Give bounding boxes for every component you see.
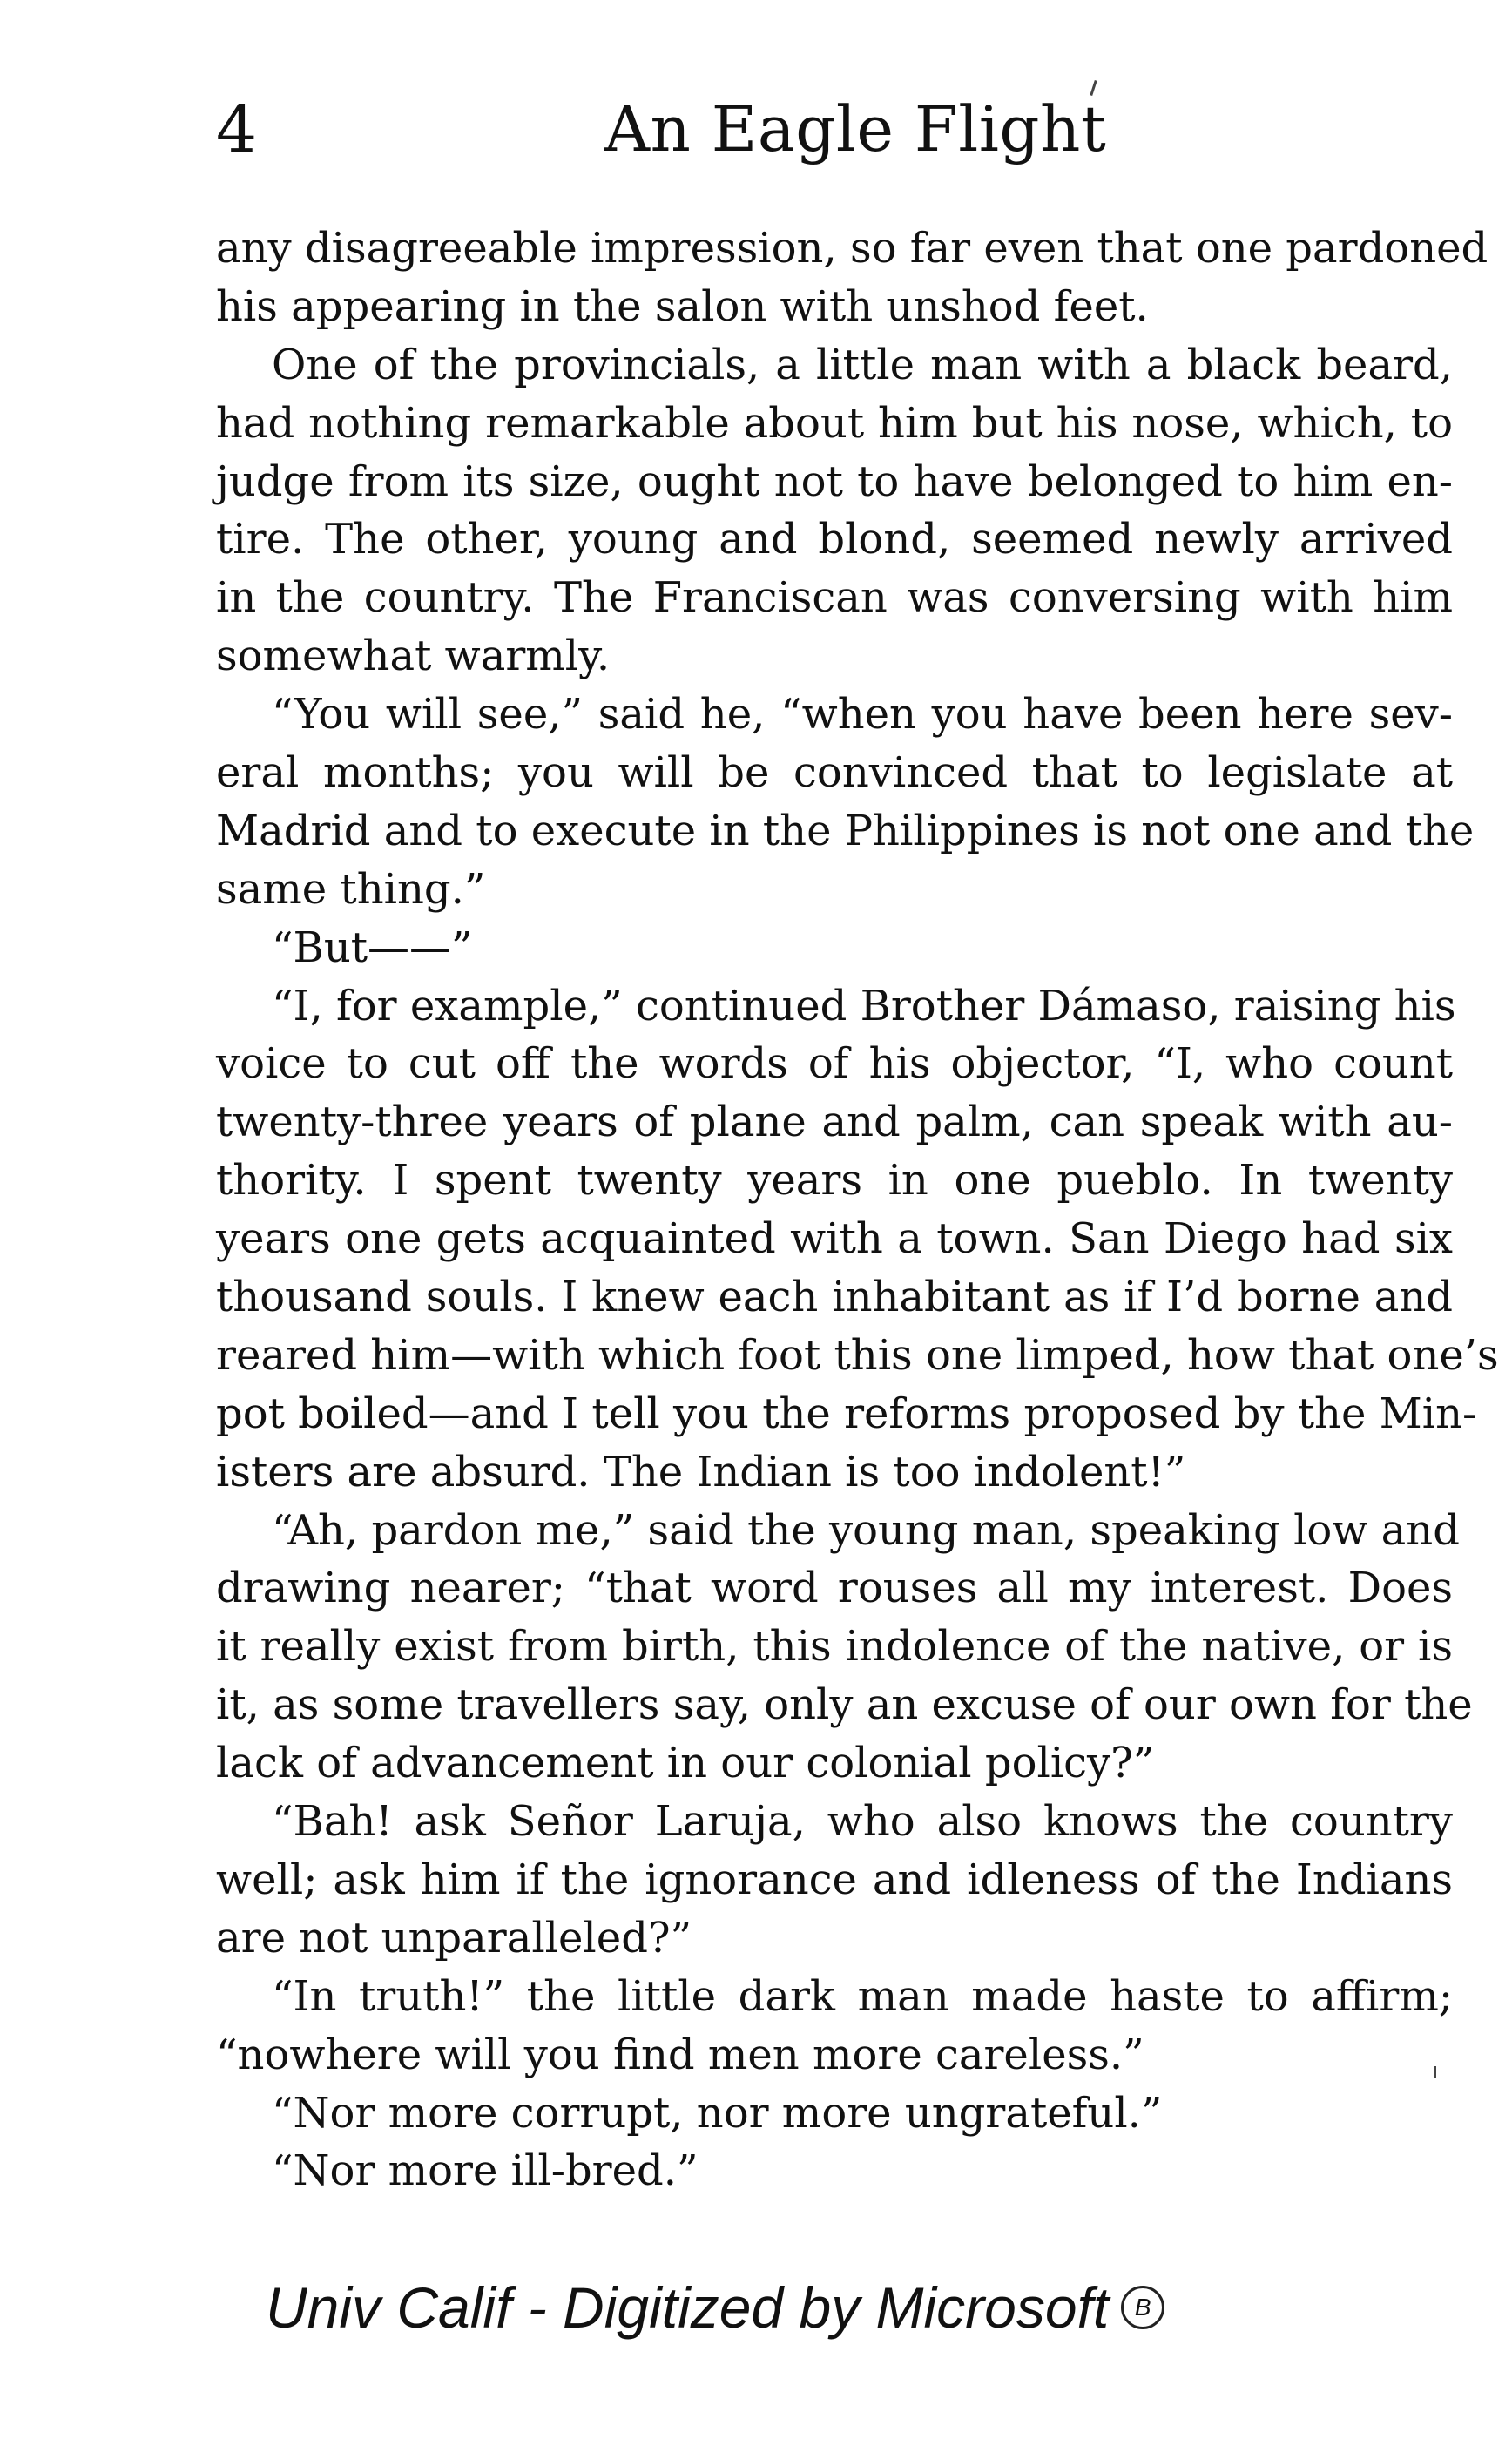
text-line: pot boiled—and I tell you the reforms proposed by the Min-	[216, 1389, 1477, 1438]
text-line: any disagreeable impression, so far even that one pardoned	[216, 224, 1488, 273]
text-line: voice to cut off the words of his objector, “I, who count	[216, 1039, 1453, 1089]
text-line: well; ask him if the ignorance and idleness of the Indians	[216, 1855, 1453, 1904]
text-line: “Ah, pardon me,” said the young man, speaking low and	[272, 1505, 1460, 1555]
text-line: drawing nearer; “that word rouses all my interest. Does	[216, 1564, 1453, 1613]
text-line: reared him—with which foot this one limped, how that one’s	[216, 1330, 1499, 1380]
text-line: “But——”	[272, 922, 473, 972]
text-line: had nothing remarkable about him but his nose, which, to	[216, 398, 1453, 448]
text-line: isters are absurd. The Indian is too indolent!”	[216, 1447, 1186, 1497]
text-line: “nowhere will you find men more careless.”	[216, 2030, 1144, 2079]
registered-stamp-icon: B	[1121, 2286, 1164, 2329]
text-line: “Bah! ask Señor Laruja, who also knows the country	[272, 1797, 1453, 1847]
text-line: “You will see,” said he, “when you have been here sev-	[272, 690, 1453, 740]
text-line: eral months; you will be convinced that to legislate at	[216, 748, 1453, 798]
watermark-text: Univ Calif - Digitized by Microsoft	[266, 2275, 1110, 2340]
text-line: it, as some travellers say, only an excuse of our own for the	[216, 1680, 1473, 1730]
text-line: judge from its size, ought not to have belonged to him en-	[216, 456, 1453, 506]
text-line: it really exist from birth, this indolence of the native, or is	[216, 1622, 1453, 1672]
text-line: thousand souls. I knew each inhabitant as if I’d borne and	[216, 1273, 1453, 1322]
text-line: thority. I spent twenty years in one pueblo. In twenty	[216, 1156, 1453, 1206]
page-number: 4	[216, 92, 258, 167]
text-line: “Nor more ill-bred.”	[272, 2146, 699, 2196]
digitization-watermark	[266, 2275, 1164, 2340]
text-line: “Nor more corrupt, nor more ungrateful.”	[272, 2088, 1163, 2138]
stray-tick-mark-bottom	[1434, 2066, 1436, 2078]
text-line: One of the provincials, a little man with a black beard,	[272, 340, 1453, 389]
text-line: twenty-three years of plane and palm, can speak with au-	[216, 1098, 1453, 1147]
text-line: Madrid and to execute in the Philippines is not one and the	[216, 806, 1475, 855]
text-line: are not unparalleled?”	[216, 1913, 692, 1963]
text-line: years one gets acquainted with a town. San Diego had six	[216, 1214, 1453, 1264]
running-title: An Eagle Flight	[604, 92, 1107, 166]
text-line: “In truth!” the little dark man made haste to affirm;	[272, 1971, 1453, 2021]
text-line: his appearing in the salon with unshod feet.	[216, 281, 1149, 331]
text-line: lack of advancement in our colonial policy?”	[216, 1739, 1155, 1788]
text-line: somewhat warmly.	[216, 632, 611, 681]
text-line: in the country. The Franciscan was conversing with him	[216, 573, 1453, 623]
text-line: “I, for example,” continued Brother Dámaso, raising his	[272, 981, 1456, 1030]
body-text	[216, 220, 1499, 2200]
text-line: tire. The other, young and blond, seemed newly arrived	[216, 515, 1453, 564]
text-line: same thing.”	[216, 864, 486, 914]
